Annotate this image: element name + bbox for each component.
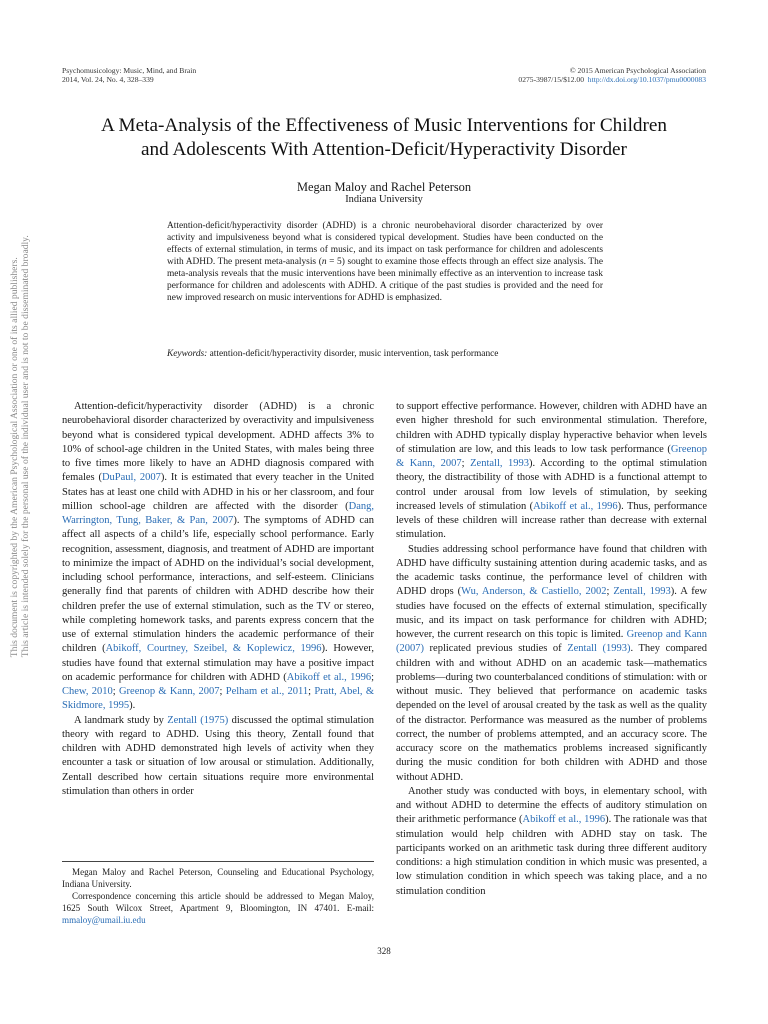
separator: ; bbox=[219, 686, 226, 697]
abstract-text-2: = 5) sought to examine those effects through an effect size analysis. The meta-analysis reveals that the music interventions have been minimally effective as an intervention to increase task performance for children and adolescents with ADHD. A critique of the past studies is provided and the need for new improved research on music interventions for ADHD is emphasized. bbox=[167, 257, 604, 304]
abstract-text-1: Attention-deficit/hyperactivity disorder (ADHD) is a chronic neurobehavioral disorder characterized by over activity and impulsiveness beyond what is considered typical development. Studies have been conducted on the effects of external stimulation, in terms of music, and its impact on task performance for children and adolescents with ADHD. The present meta-analysis ( bbox=[167, 221, 603, 268]
text-run: A landmark study by bbox=[74, 714, 168, 726]
citation-link[interactable]: DuPaul, 2007 bbox=[101, 472, 161, 484]
doi-link[interactable]: http://dx.doi.org/10.1037/pmu0000083 bbox=[587, 75, 706, 85]
issn-doi-line bbox=[518, 75, 706, 84]
text-run: ). According to the optimal stimulation theory, the distractibility of those with ADHD is a functional attempt to control under arousal from low levels of stimulation, by seeking increased levels of stimulation ( bbox=[396, 458, 707, 512]
text-run: replicated previous studies of bbox=[424, 643, 568, 655]
author-names: Megan Maloy and Rachel Peterson bbox=[296, 180, 472, 194]
citation-link[interactable]: Wu, Anderson, & Castiello, 2002 bbox=[461, 586, 607, 598]
email-link[interactable]: mmaloy@umail.iu.edu bbox=[62, 915, 146, 926]
right-column bbox=[396, 400, 707, 899]
text-run: to support effective performance. However, children with ADHD have an even higher threshold for such environmental stimulation. Therefore, children with ADHD typically display hyperactive behavior when levels of stimulation are low, and this leads to low task performance ( bbox=[396, 401, 707, 455]
citation-link[interactable]: Pratt, Abel, & Skidmore, 1995 bbox=[62, 686, 375, 712]
citation-link[interactable]: Dang, Warrington, Tung, Baker, & Pan, 2007 bbox=[62, 500, 374, 526]
text-run: . They compared children with and without ADHD on an academic task—mathematics problems—during two counterbalanced conditions of stimulation: with or without music. They believed that performance on academic tasks depended on the level of arousal created by the task as well as the quality of the distractor. Performance was measured as the number of problems correct, the number of problems attempted, and an accuracy score. The accuracy score on the mathematics problems increased significantly during the music condition for both children with ADHD and those without ADHD. bbox=[396, 643, 708, 783]
text-run: ). Thus, performance levels of these children will increase rather than decrease with external stimulation. bbox=[396, 500, 707, 541]
separator: ; bbox=[461, 458, 471, 469]
correspondence-note bbox=[62, 890, 374, 926]
abstract-n-symbol: n bbox=[321, 257, 327, 268]
running-header-left bbox=[62, 66, 196, 85]
right-paragraph-2 bbox=[396, 543, 707, 785]
title-line-1: A Meta-Analysis of the Effectiveness of Music Interventions for Children bbox=[100, 115, 668, 136]
journal-volume: 2014, Vol. 24, No. 4, 328–339 bbox=[62, 75, 154, 85]
copyright-watermark bbox=[8, 235, 31, 658]
author-affiliation: Indiana University bbox=[345, 194, 423, 205]
correspondence-text: Correspondence concerning this article should be addressed to Megan Maloy, 1625 South Wilcox Street, Apartment 9, Bloomington, IN 47401. E-mail: bbox=[62, 891, 374, 914]
separator: ; bbox=[308, 686, 315, 697]
citation-link[interactable]: Abikoff et al., 1996 bbox=[533, 500, 618, 512]
right-paragraph-3 bbox=[396, 785, 707, 899]
watermark-line-1: This document is copyrighted by the American Psychological Association or one of its allied publishers. bbox=[8, 257, 20, 658]
text-run: ). It is estimated that every teacher in the United States has at least one child with ADHD in his or her classroom, and four million school-age children are affected with the disorder ( bbox=[62, 472, 375, 512]
citation-link[interactable]: Greenop & Kann, 2007 bbox=[118, 686, 220, 697]
author-note: Megan Maloy and Rachel Peterson, Counseling and Educational Psychology, Indiana University. bbox=[62, 867, 374, 890]
footnote-divider bbox=[62, 861, 374, 862]
citation-link[interactable]: Greenop & Kann, 2007 bbox=[396, 443, 707, 469]
text-run: discussed the optimal stimulation theory with regard to ADHD. Using this theory, Zentall found that children with ADHD demonstrated high levels of activity when they encounter a task or situation of low arousal or stimulation. Additionally, Zentall described how certain situations require more environmental stimulation than others in order bbox=[62, 714, 374, 797]
left-paragraph-1 bbox=[62, 400, 374, 714]
issn: 0275-3987/15/$12.00 bbox=[518, 75, 584, 85]
separator: ; bbox=[371, 671, 374, 683]
separator: ; bbox=[112, 686, 119, 697]
citation-link[interactable]: Abikoff et al., 1996 bbox=[522, 814, 606, 826]
citation-link[interactable]: Abikoff, Courtney, Szeibel, & Koplewicz, 1996 bbox=[105, 643, 322, 655]
citation-link[interactable]: Abikoff et al., 1996 bbox=[286, 671, 372, 683]
keywords-label: Keywords: bbox=[167, 349, 208, 359]
right-paragraph-1 bbox=[396, 400, 707, 543]
title-line-2: and Adolescents With Attention-Deficit/Hyperactivity Disorder bbox=[141, 138, 627, 160]
abstract bbox=[167, 220, 603, 304]
text-run: ). The symptoms of ADHD can affect all aspects of a child’s life, especially school performance. Early recognition, assessment, diagnosis, and treatment of ADHD are important to minimize the impact of ADHD on the individual’s social development, including school performance, interactions, and self-esteem. Clinicians generally find that parents of children with ADHD describe how their children prefer the use of external stimulation, such as the TV or stereo, while completing homework tasks, and parents express concern that the use of external stimulation hinders the academic performance of their children ( bbox=[62, 515, 375, 655]
separator: ; bbox=[606, 586, 614, 598]
copyright-notice: © 2015 American Psychological Association bbox=[569, 66, 706, 75]
text-run: ). The rationale was that stimulation would help children with ADHD stay on task. The participants worked on an arithmetic task during three different auditory conditions: a high stimulation condition in which music was presented, a low stimulation condition in which speech was taking place, and a no stimulation condition bbox=[396, 814, 707, 897]
citation-link[interactable]: Zentall (1993) bbox=[567, 643, 631, 655]
page-number: 328 bbox=[377, 946, 391, 956]
citation-link[interactable]: Zentall (1975) bbox=[167, 714, 229, 726]
citation-link[interactable]: Pelham et al., 2011 bbox=[225, 686, 309, 697]
text-run: Studies addressing school performance have found that children with ADHD have difficulty sustaining attention during academic tasks, and as the academic tasks continue, the performance level of children with ADHD drops ( bbox=[396, 543, 707, 598]
citation-link[interactable]: Chew, 2010 bbox=[62, 686, 113, 697]
text-run: ). bbox=[129, 700, 136, 712]
article-title bbox=[40, 114, 728, 161]
citation-link[interactable]: Greenop and Kann (2007) bbox=[396, 629, 707, 655]
keywords-line bbox=[167, 348, 603, 360]
text-run: ). However, studies have found that external stimulation may have a positive impact on academic performance for children with ADHD ( bbox=[62, 643, 375, 683]
journal-name: Psychomusicology: Music, Mind, and Brain bbox=[62, 66, 197, 75]
left-column bbox=[62, 400, 374, 799]
citation-link[interactable]: Zentall, 1993 bbox=[613, 586, 671, 598]
footnotes bbox=[62, 866, 374, 926]
watermark-line-2: This article is intended solely for the personal use of the individual user and is not to be disseminated broadly. bbox=[20, 235, 31, 658]
left-paragraph-2 bbox=[62, 714, 374, 800]
text-run: Attention-deficit/hyperactivity disorder (ADHD) is a chronic neurobehavioral disorder characterized by overactivity and impulsiveness beyond what is considered typical development. ADHD affects 3% to 10% of school-age children in the United States, with males being three to five times more likely to have an ADHD diagnosis compared with females ( bbox=[62, 401, 374, 484]
keywords-text: attention-deficit/hyperactivity disorder, music intervention, task performance bbox=[209, 349, 499, 359]
text-run: Another study was conducted with boys, in elementary school, with and without ADHD to determine the effects of auditory stimulation on their arithmetic performance ( bbox=[396, 785, 707, 826]
citation-link[interactable]: Zentall, 1993 bbox=[470, 458, 530, 469]
running-header-right bbox=[518, 66, 706, 85]
text-run: ). A few studies have focused on the effects of external stimulation, specifically music, and its impact on task performance for children with ADHD; however, the current research on this topic is limited. bbox=[396, 586, 707, 640]
